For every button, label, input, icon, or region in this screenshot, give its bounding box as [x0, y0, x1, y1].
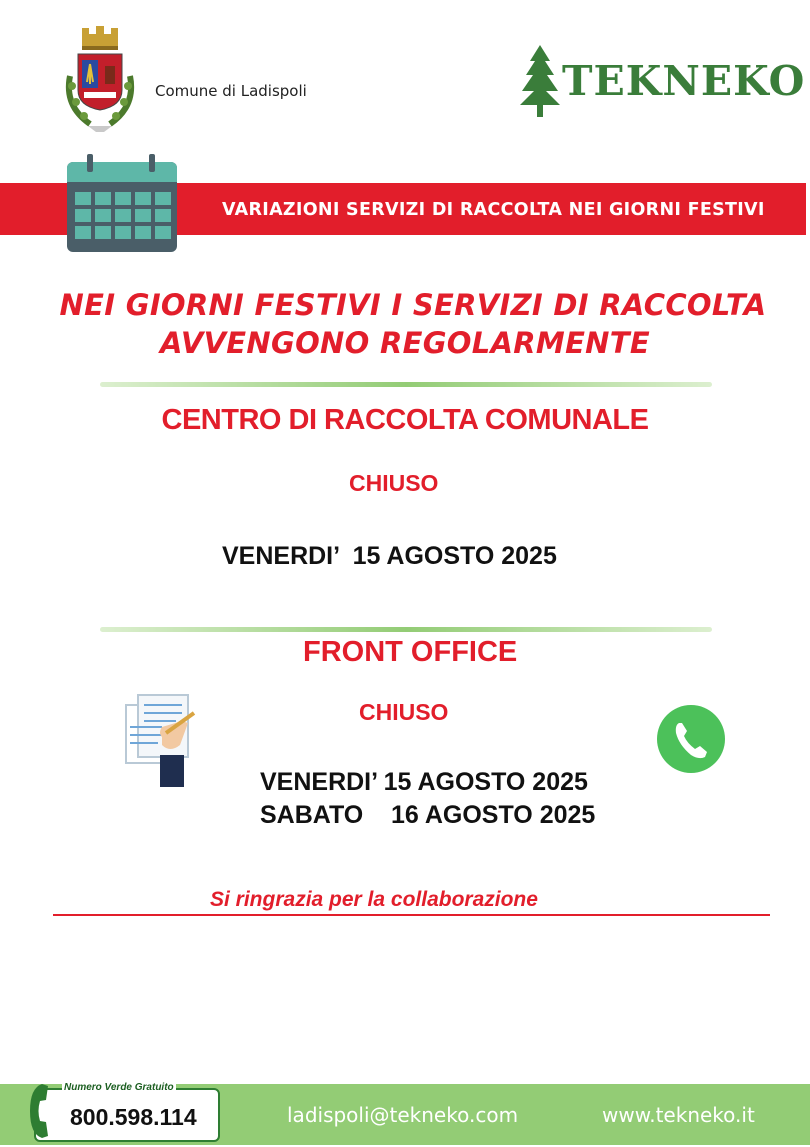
comune-label: Comune di Ladispoli — [155, 82, 307, 100]
front-office-status: CHIUSO — [359, 699, 449, 725]
divider — [100, 382, 712, 387]
footer-website-link[interactable]: www.tekneko.it — [602, 1103, 755, 1127]
front-office-date-2: SABATO 16 AGOSTO 2025 — [260, 801, 596, 829]
phone-icon — [657, 705, 725, 773]
centro-title: CENTRO DI RACCOLTA COMUNALE — [161, 404, 649, 436]
headline-line-2: AVVENGONO REGOLARMENTE — [160, 326, 650, 360]
divider — [100, 627, 712, 632]
coat-of-arms-icon — [60, 26, 140, 136]
calendar-icon — [63, 154, 181, 254]
front-office-date-1: VENERDI’ 15 AGOSTO 2025 — [260, 768, 588, 796]
brand-name: TEKNEKO — [562, 57, 806, 105]
footer-email-link[interactable]: ladispoli@tekneko.com — [287, 1103, 519, 1127]
numero-verde-label: Numero Verde Gratuito — [64, 1082, 174, 1093]
banner-text: VARIAZIONI SERVIZI DI RACCOLTA NEI GIORNI FESTIVI — [222, 200, 765, 220]
document-signing-icon — [122, 693, 200, 789]
pine-tree-icon — [520, 45, 560, 117]
headline-line-1: NEI GIORNI FESTIVI I SERVIZI DI RACCOLTA — [59, 288, 767, 322]
thanks-text: Si ringrazia per la collaborazione — [210, 888, 538, 911]
brand-logo — [562, 57, 805, 105]
centro-date: VENERDI’ 15 AGOSTO 2025 — [222, 542, 557, 570]
front-office-title: FRONT OFFICE — [303, 636, 518, 668]
phone-number[interactable]: 800.598.114 — [70, 1104, 197, 1130]
telephone-handset-icon — [28, 1080, 62, 1142]
thanks-underline — [53, 914, 770, 916]
centro-status: CHIUSO — [349, 470, 439, 496]
